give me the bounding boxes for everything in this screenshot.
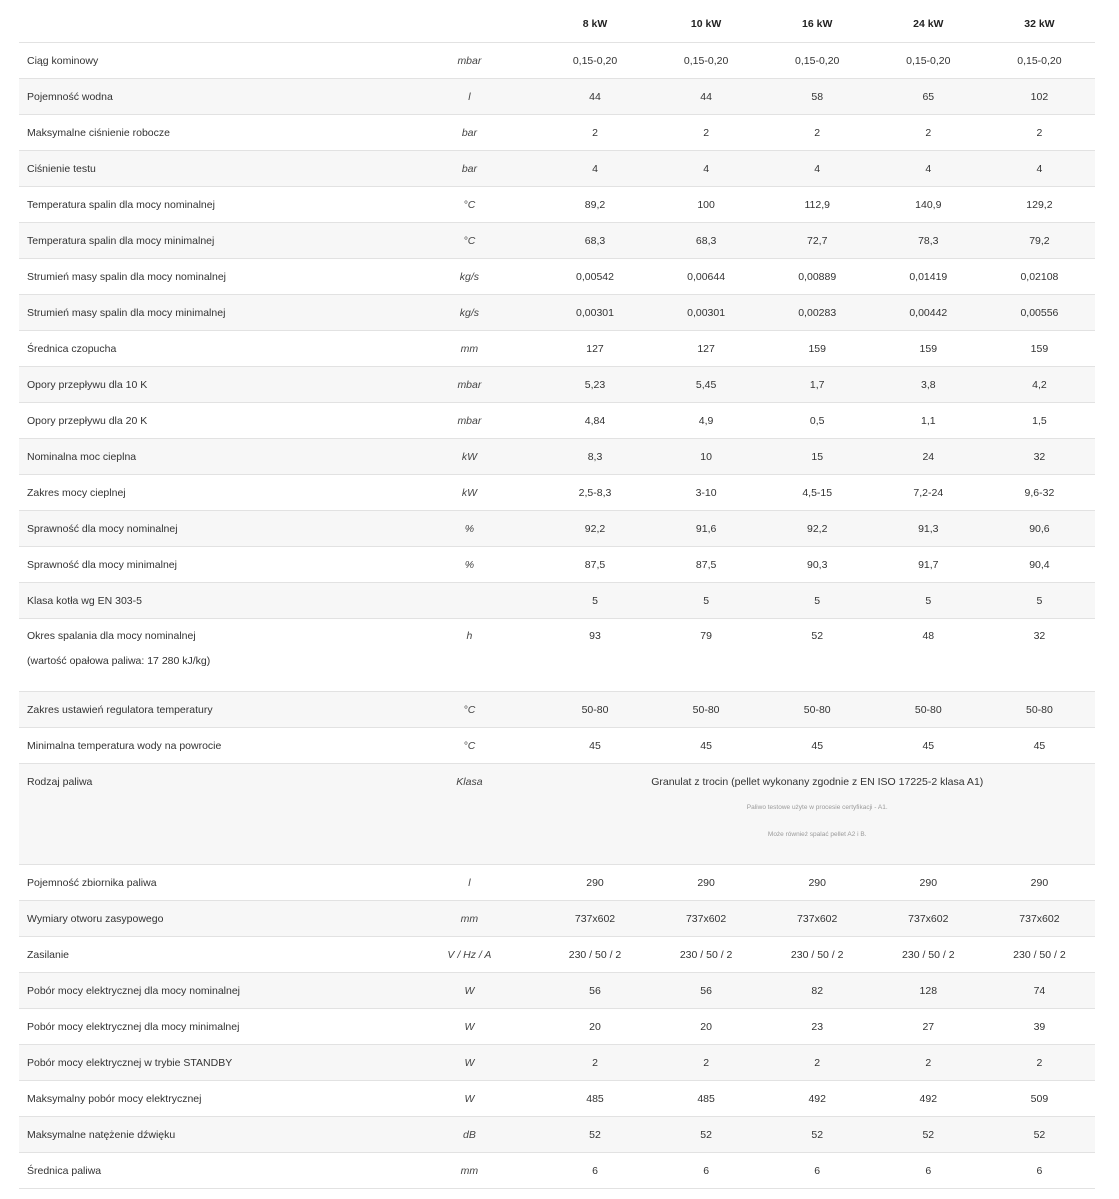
row-value: 15 — [762, 439, 873, 475]
table-row — [19, 79, 1095, 115]
row-label-text: Średnica czopucha — [27, 342, 117, 355]
row-value: 50-80 — [873, 692, 984, 728]
row-label-text: Zakres mocy cieplnej — [27, 486, 126, 499]
row-label — [19, 1117, 399, 1153]
row-value: 9,6-32 — [984, 475, 1095, 511]
row-value: 0,15-0,20 — [762, 43, 873, 79]
row-label-text: Sprawność dla mocy nominalnej — [27, 522, 178, 535]
row-value: 6 — [762, 1153, 873, 1189]
row-value: 2,5-8,3 — [539, 475, 650, 511]
fuel-note: Może również spalać pellet A2 i B. — [767, 831, 867, 838]
row-unit: mm — [399, 331, 539, 367]
row-value: 93 — [539, 619, 650, 692]
row-unit: kW — [399, 439, 539, 475]
row-unit: bar — [399, 151, 539, 187]
row-unit: kg/s — [399, 295, 539, 331]
row-value: 0,5 — [762, 403, 873, 439]
row-label — [19, 403, 399, 439]
table-row — [19, 1153, 1095, 1189]
row-value: 0,02108 — [984, 259, 1095, 295]
row-label-text: Strumień masy spalin dla mocy nominalnej — [27, 270, 227, 283]
table-row — [19, 547, 1095, 583]
row-value: 20 — [651, 1009, 762, 1045]
row-value: 4 — [873, 151, 984, 187]
row-value: 230 / 50 / 2 — [651, 937, 762, 973]
row-value: 485 — [539, 1081, 650, 1117]
row-value: 0,00442 — [873, 295, 984, 331]
table-row — [19, 43, 1095, 79]
row-label — [19, 937, 399, 973]
row-value: 5 — [762, 583, 873, 619]
row-label — [19, 1153, 399, 1189]
row-value: 7,2-24 — [873, 475, 984, 511]
row-value: 2 — [984, 1045, 1095, 1081]
row-label-text: Opory przepływu dla 20 K — [27, 414, 148, 427]
row-value: 2 — [651, 115, 762, 151]
row-label-text: Klasa kotła wg EN 303-5 — [27, 594, 142, 607]
row-label — [19, 259, 399, 295]
table-row — [19, 511, 1095, 547]
row-value: 79,2 — [984, 223, 1095, 259]
table-row — [19, 331, 1095, 367]
row-label — [19, 151, 399, 187]
row-label-text: Maksymalny pobór mocy elektrycznej — [27, 1092, 202, 1105]
row-label-text: Nominalna moc cieplna — [27, 450, 137, 463]
row-unit: % — [399, 511, 539, 547]
row-label — [19, 223, 399, 259]
row-label-text: Pobór mocy elektrycznej dla mocy minimalnej — [27, 1020, 240, 1033]
row-unit: l — [399, 79, 539, 115]
row-label — [19, 973, 399, 1009]
row-unit: Klasa — [399, 764, 539, 865]
header-row — [19, 6, 1095, 43]
row-label-text: Maksymalne ciśnienie robocze — [27, 126, 170, 139]
table-row — [19, 1081, 1095, 1117]
row-label: Rodzaj paliwa — [19, 764, 399, 865]
row-label-text: Temperatura spalin dla mocy minimalnej — [27, 234, 215, 247]
row-value: 10 — [651, 439, 762, 475]
row-value: 52 — [873, 1117, 984, 1153]
row-value: 737x602 — [539, 901, 650, 937]
row-value: 2 — [873, 1045, 984, 1081]
row-label-text: Pobór mocy elektrycznej dla mocy nominalnej — [27, 984, 241, 997]
table-row — [19, 901, 1095, 937]
row-label-text: Średnica paliwa — [27, 1164, 102, 1177]
row-label-text: Okres spalania dla mocy nominalnej — [27, 630, 196, 642]
row-label — [19, 865, 399, 901]
row-unit: V / Hz / A — [399, 937, 539, 973]
row-unit: °C — [399, 223, 539, 259]
row-value: 90,4 — [984, 547, 1095, 583]
row-value: 492 — [873, 1081, 984, 1117]
header-model: 8 kW — [539, 6, 650, 43]
row-label — [19, 728, 399, 764]
row-unit: °C — [399, 728, 539, 764]
header-label — [19, 6, 399, 43]
row-unit: dB — [399, 1117, 539, 1153]
row-unit: °C — [399, 187, 539, 223]
row-value: 4 — [539, 151, 650, 187]
row-value: 5 — [873, 583, 984, 619]
table-row — [19, 187, 1095, 223]
row-label — [19, 583, 399, 619]
row-value: 44 — [539, 79, 650, 115]
spec-table — [19, 6, 1095, 1189]
row-value: 78,3 — [873, 223, 984, 259]
row-value: 2 — [762, 115, 873, 151]
row-value: 1,7 — [762, 367, 873, 403]
row-unit: W — [399, 973, 539, 1009]
row-value: 128 — [873, 973, 984, 1009]
row-value: 102 — [984, 79, 1095, 115]
row-label-text: Ciąg kominowy — [27, 54, 99, 67]
row-value: 0,00283 — [762, 295, 873, 331]
row-value: 127 — [651, 331, 762, 367]
table-row — [19, 259, 1095, 295]
row-value: 52 — [762, 1117, 873, 1153]
row-label — [19, 1009, 399, 1045]
row-value: 140,9 — [873, 187, 984, 223]
row-value: 230 / 50 / 2 — [984, 937, 1095, 973]
row-label-text: Wymiary otworu zasypowego — [27, 912, 164, 925]
row-value: 74 — [984, 973, 1095, 1009]
row-label-text: Opory przepływu dla 10 K — [27, 378, 148, 391]
row-value: 89,2 — [539, 187, 650, 223]
row-value: 112,9 — [762, 187, 873, 223]
row-value: 39 — [984, 1009, 1095, 1045]
row-value: 737x602 — [762, 901, 873, 937]
table-row — [19, 403, 1095, 439]
row-value: 90,3 — [762, 547, 873, 583]
fuel-note: Paliwo testowe użyte w procesie certyfikacji - A1. — [746, 804, 888, 811]
row-unit: kW — [399, 475, 539, 511]
row-value: 48 — [873, 619, 984, 692]
row-value: 6 — [651, 1153, 762, 1189]
table-row — [19, 439, 1095, 475]
header-model: 32 kW — [984, 6, 1095, 43]
row-label-text: Pojemność wodna — [27, 90, 113, 103]
row-value: 50-80 — [651, 692, 762, 728]
row-value: 56 — [651, 973, 762, 1009]
row-value: 290 — [651, 865, 762, 901]
row-value: 1,5 — [984, 403, 1095, 439]
row-value: 159 — [762, 331, 873, 367]
row-value: 2 — [539, 115, 650, 151]
row-unit: h — [399, 619, 539, 692]
row-value: 72,7 — [762, 223, 873, 259]
row-value: 45 — [539, 728, 650, 764]
row-label — [19, 547, 399, 583]
table-row — [19, 295, 1095, 331]
table-row — [19, 1045, 1095, 1081]
header-unit — [399, 6, 539, 43]
table-row — [19, 475, 1095, 511]
row-unit — [399, 583, 539, 619]
table-row — [19, 728, 1095, 764]
row-value: 1,1 — [873, 403, 984, 439]
row-value: 79 — [651, 619, 762, 692]
row-value: 0,15-0,20 — [984, 43, 1095, 79]
row-label-text: Pobór mocy elektrycznej w trybie STANDBY — [27, 1056, 233, 1069]
table-row — [19, 692, 1095, 728]
row-unit: l — [399, 865, 539, 901]
fuel-main-text: Granulat z trocin (pellet wykonany zgodnie z EN ISO 17225-2 klasa A1) — [651, 776, 984, 788]
row-value: 90,6 — [984, 511, 1095, 547]
row-value: 91,6 — [651, 511, 762, 547]
row-value: 45 — [873, 728, 984, 764]
table-row — [19, 973, 1095, 1009]
row-value: 5,23 — [539, 367, 650, 403]
row-value: 0,15-0,20 — [651, 43, 762, 79]
table-row — [19, 583, 1095, 619]
row-value: 509 — [984, 1081, 1095, 1117]
row-value: 56 — [539, 973, 650, 1009]
row-label — [19, 439, 399, 475]
row-value: 5,45 — [651, 367, 762, 403]
row-value: 6 — [984, 1153, 1095, 1189]
row-value: 0,00301 — [651, 295, 762, 331]
row-value: 5 — [984, 583, 1095, 619]
row-label — [19, 1045, 399, 1081]
table-row — [19, 619, 1095, 692]
row-value: 52 — [651, 1117, 762, 1153]
row-value: 4 — [651, 151, 762, 187]
row-label-text: Sprawność dla mocy minimalnej — [27, 558, 177, 571]
row-label-text: Temperatura spalin dla mocy nominalnej — [27, 198, 215, 211]
table-row — [19, 1117, 1095, 1153]
spec-table-body — [19, 43, 1095, 1189]
table-row — [19, 151, 1095, 187]
row-label-text: Ciśnienie testu — [27, 162, 96, 175]
row-value: 737x602 — [984, 901, 1095, 937]
row-label — [19, 331, 399, 367]
row-label — [19, 692, 399, 728]
row-value: 485 — [651, 1081, 762, 1117]
row-label — [19, 619, 399, 692]
row-value: 6 — [873, 1153, 984, 1189]
row-value: 92,2 — [762, 511, 873, 547]
row-value: 230 / 50 / 2 — [762, 937, 873, 973]
row-value: 0,01419 — [873, 259, 984, 295]
row-value: 4,9 — [651, 403, 762, 439]
row-value: 737x602 — [873, 901, 984, 937]
header-model: 10 kW — [651, 6, 762, 43]
row-value: 65 — [873, 79, 984, 115]
row-value: 68,3 — [651, 223, 762, 259]
row-value: 8,3 — [539, 439, 650, 475]
row-value: 20 — [539, 1009, 650, 1045]
row-value: 0,00889 — [762, 259, 873, 295]
row-value: 45 — [762, 728, 873, 764]
row-value: 32 — [984, 619, 1095, 692]
row-label-text: Maksymalne natężenie dźwięku — [27, 1128, 176, 1141]
row-label — [19, 475, 399, 511]
row-value: 0,15-0,20 — [539, 43, 650, 79]
row-value: 44 — [651, 79, 762, 115]
row-unit: bar — [399, 115, 539, 151]
row-unit: kg/s — [399, 259, 539, 295]
row-value: 52 — [984, 1117, 1095, 1153]
row-value: 5 — [539, 583, 650, 619]
row-label-text: Pojemność zbiornika paliwa — [27, 876, 157, 889]
row-value: 32 — [984, 439, 1095, 475]
row-value: 58 — [762, 79, 873, 115]
table-row — [19, 1009, 1095, 1045]
row-label — [19, 1081, 399, 1117]
row-value: 68,3 — [539, 223, 650, 259]
row-value: 52 — [539, 1117, 650, 1153]
row-value: 2 — [873, 115, 984, 151]
row-value: 45 — [651, 728, 762, 764]
row-unit: mm — [399, 1153, 539, 1189]
row-label-text: Minimalna temperatura wody na powrocie — [27, 739, 222, 752]
row-value: 0,00542 — [539, 259, 650, 295]
table-row-fuel — [19, 764, 1095, 865]
row-value: 737x602 — [651, 901, 762, 937]
row-label — [19, 367, 399, 403]
table-row — [19, 367, 1095, 403]
row-value: 492 — [762, 1081, 873, 1117]
fuel-description — [539, 764, 1095, 865]
table-row — [19, 937, 1095, 973]
row-value: 82 — [762, 973, 873, 1009]
row-value: 2 — [984, 115, 1095, 151]
row-value: 24 — [873, 439, 984, 475]
row-value: 2 — [762, 1045, 873, 1081]
row-sublabel: (wartość opałowa paliwa: 17 280 kJ/kg) — [27, 655, 211, 667]
row-value: 100 — [651, 187, 762, 223]
row-label — [19, 187, 399, 223]
row-value: 127 — [539, 331, 650, 367]
row-value: 0,00644 — [651, 259, 762, 295]
row-value: 2 — [539, 1045, 650, 1081]
row-label — [19, 901, 399, 937]
row-value: 87,5 — [651, 547, 762, 583]
row-value: 129,2 — [984, 187, 1095, 223]
row-value: 91,3 — [873, 511, 984, 547]
row-value: 290 — [539, 865, 650, 901]
row-value: 45 — [984, 728, 1095, 764]
row-label — [19, 43, 399, 79]
row-value: 159 — [984, 331, 1095, 367]
row-value: 4 — [984, 151, 1095, 187]
row-label — [19, 115, 399, 151]
row-unit: % — [399, 547, 539, 583]
header-model: 24 kW — [873, 6, 984, 43]
row-value: 5 — [651, 583, 762, 619]
row-value: 91,7 — [873, 547, 984, 583]
row-value: 87,5 — [539, 547, 650, 583]
row-value: 3,8 — [873, 367, 984, 403]
row-label — [19, 79, 399, 115]
row-value: 230 / 50 / 2 — [873, 937, 984, 973]
row-value: 290 — [984, 865, 1095, 901]
row-value: 159 — [873, 331, 984, 367]
header-model: 16 kW — [762, 6, 873, 43]
row-label — [19, 295, 399, 331]
table-row — [19, 115, 1095, 151]
row-unit: mbar — [399, 403, 539, 439]
row-unit: W — [399, 1081, 539, 1117]
row-value: 92,2 — [539, 511, 650, 547]
row-value: 50-80 — [539, 692, 650, 728]
table-row — [19, 223, 1095, 259]
row-value: 4 — [762, 151, 873, 187]
row-label-text: Zakres ustawień regulatora temperatury — [27, 703, 213, 716]
row-value: 4,84 — [539, 403, 650, 439]
row-label — [19, 511, 399, 547]
row-value: 23 — [762, 1009, 873, 1045]
row-value: 4,2 — [984, 367, 1095, 403]
row-value: 50-80 — [984, 692, 1095, 728]
row-value: 0,15-0,20 — [873, 43, 984, 79]
row-value: 0,00301 — [539, 295, 650, 331]
row-unit: mbar — [399, 367, 539, 403]
row-unit: mbar — [399, 43, 539, 79]
row-label-text: Zasilanie — [27, 948, 70, 961]
row-value: 52 — [762, 619, 873, 692]
row-value: 6 — [539, 1153, 650, 1189]
row-value: 290 — [762, 865, 873, 901]
row-value: 2 — [651, 1045, 762, 1081]
row-value: 230 / 50 / 2 — [539, 937, 650, 973]
row-value: 27 — [873, 1009, 984, 1045]
row-value: 3-10 — [651, 475, 762, 511]
row-value: 50-80 — [762, 692, 873, 728]
row-value: 0,00556 — [984, 295, 1095, 331]
table-row — [19, 865, 1095, 901]
row-value: 4,5-15 — [762, 475, 873, 511]
row-unit: mm — [399, 901, 539, 937]
row-value: 290 — [873, 865, 984, 901]
row-label-text: Strumień masy spalin dla mocy minimalnej — [27, 306, 226, 319]
spec-table-container — [19, 6, 1095, 1189]
row-unit: W — [399, 1045, 539, 1081]
row-unit: W — [399, 1009, 539, 1045]
row-unit: °C — [399, 692, 539, 728]
